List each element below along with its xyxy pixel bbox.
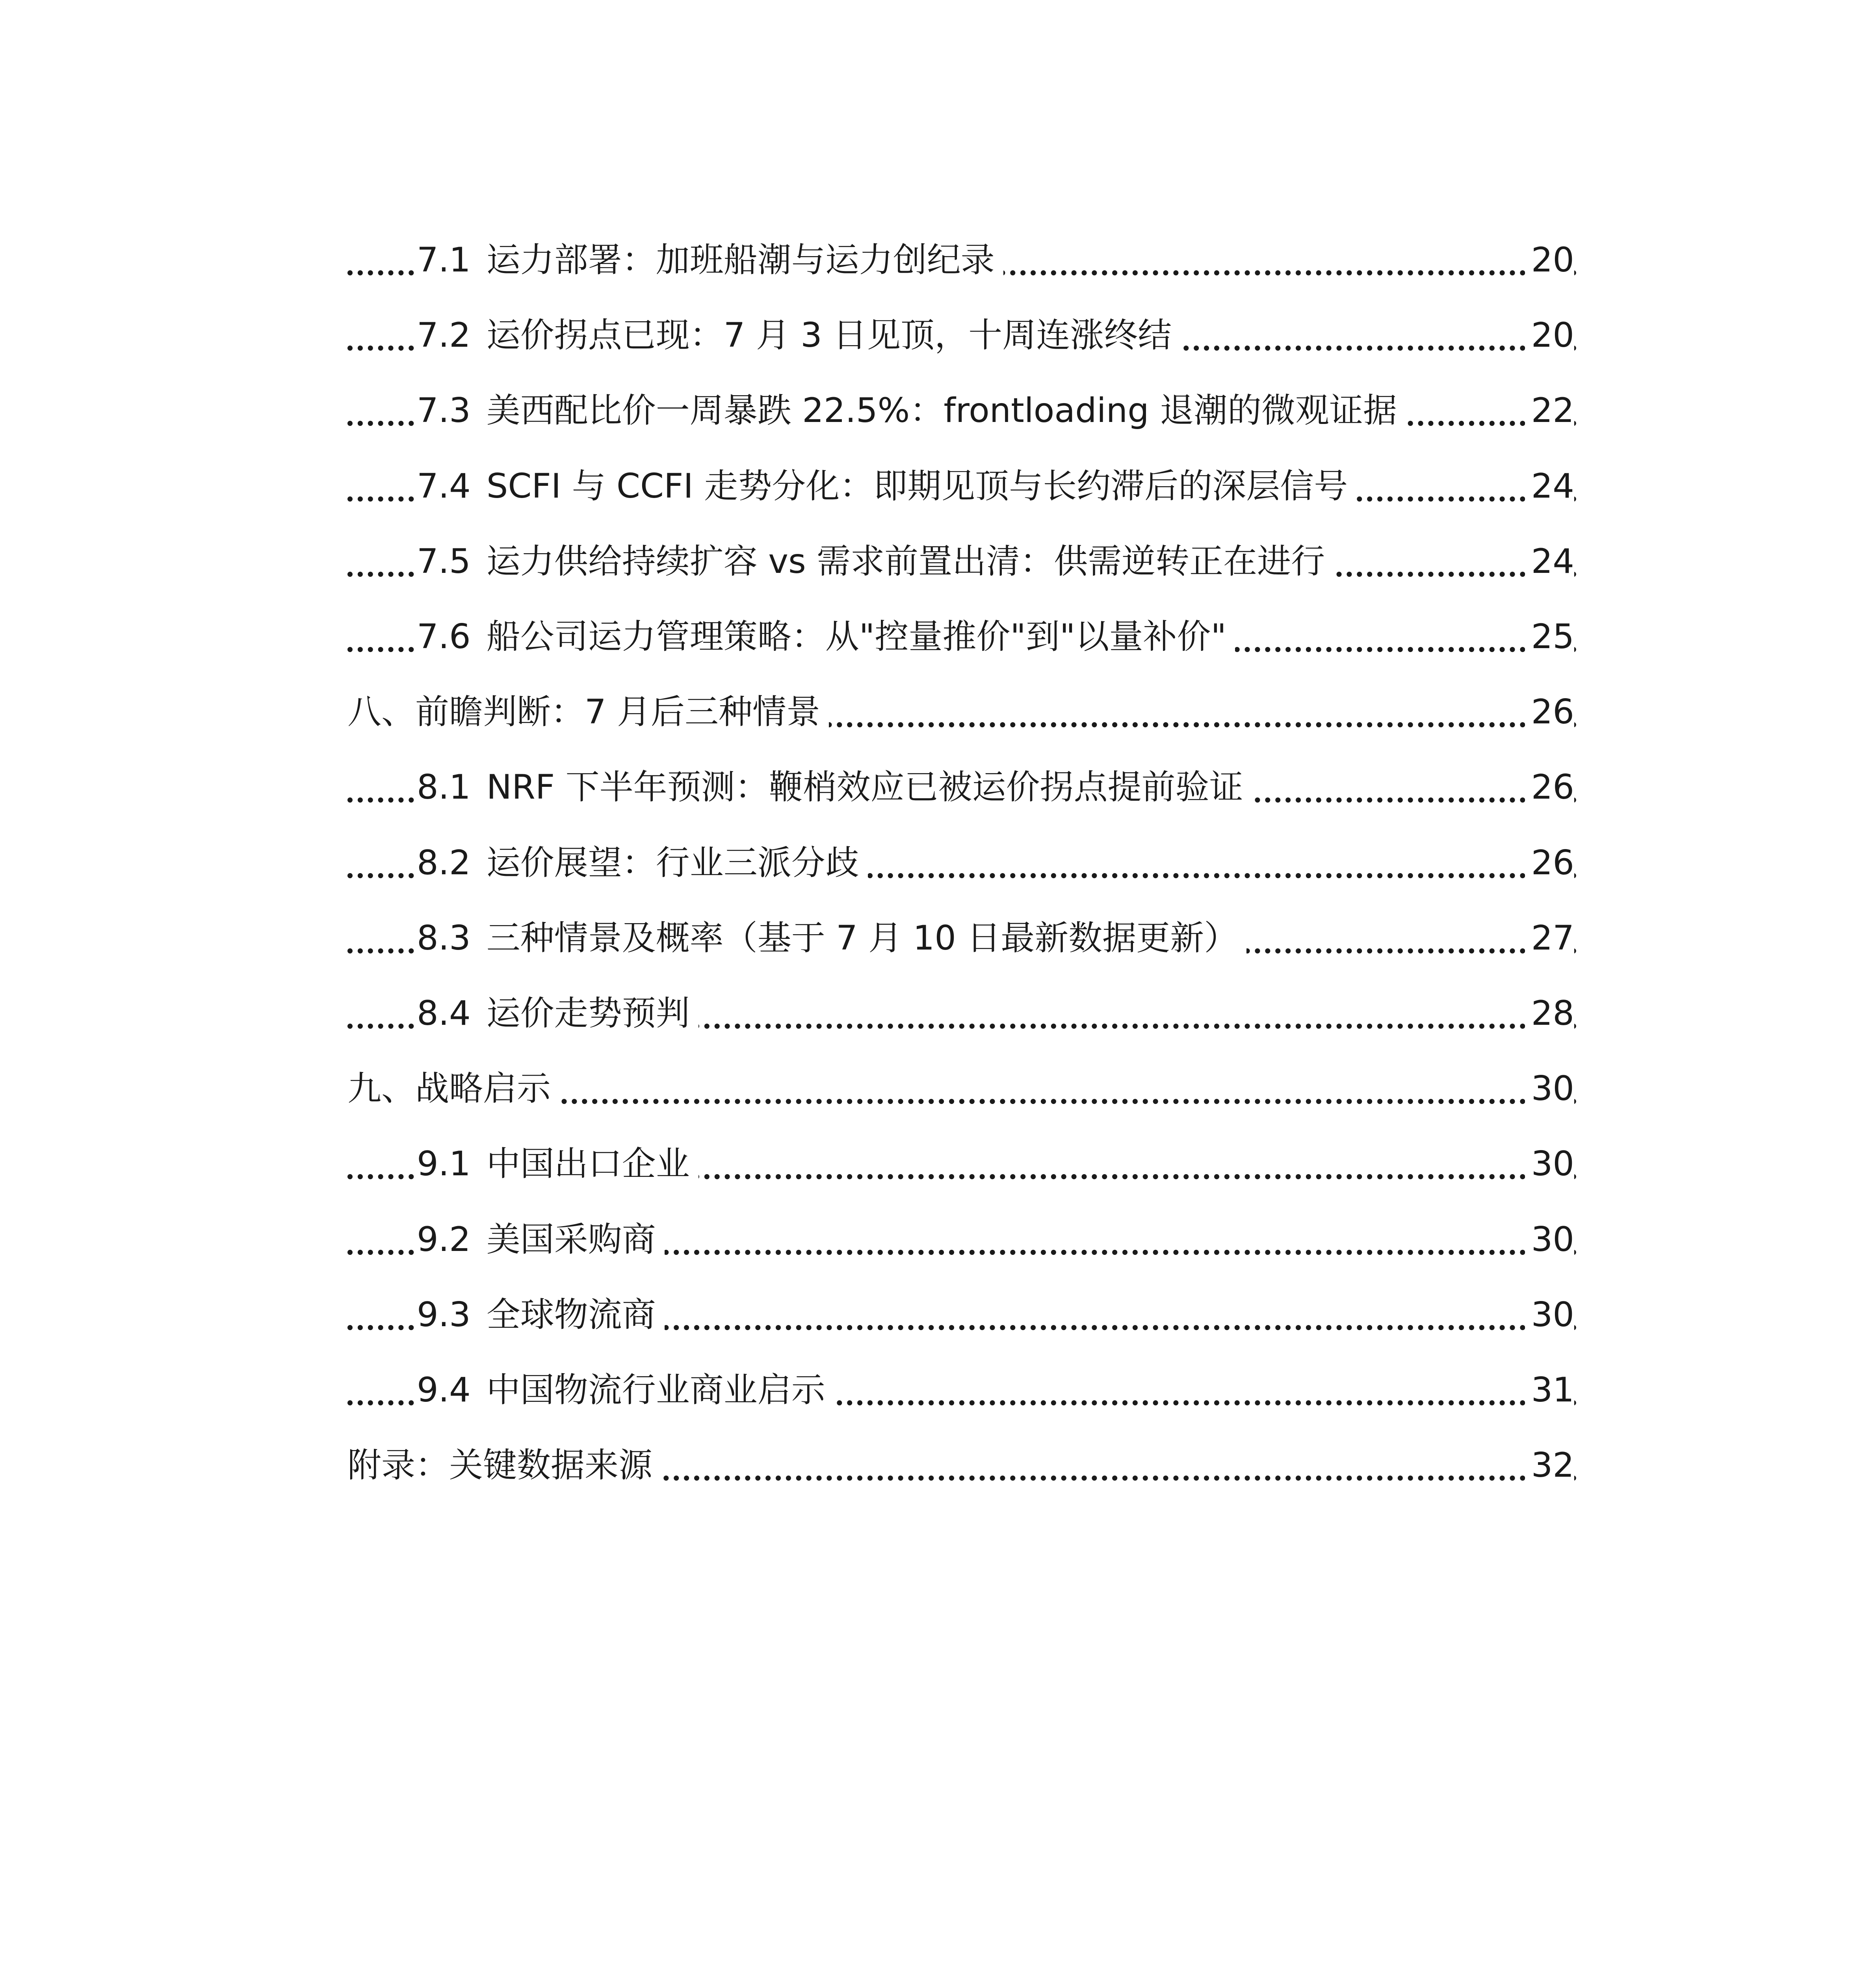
- toc-entry-label: [347, 1442, 661, 1489]
- toc-page-number: 22: [1525, 387, 1574, 434]
- toc-section-number: 9.2: [417, 1219, 471, 1259]
- toc-section-number: 8.4: [417, 994, 471, 1033]
- toc-entry-label: [417, 1366, 834, 1414]
- toc-entry[interactable]: [0, 463, 1876, 510]
- toc-section-number: 8.1: [417, 768, 471, 807]
- toc-entry-label: [417, 990, 698, 1037]
- toc-entry-label: [347, 688, 829, 736]
- toc-entry[interactable]: [0, 1216, 1876, 1263]
- toc-page-number: 20: [1525, 312, 1574, 359]
- toc-section-number: 7.4: [417, 466, 471, 506]
- toc-entry[interactable]: [0, 1140, 1876, 1188]
- toc-entry-label: [347, 1065, 559, 1112]
- toc-section-title: 中国出口企业: [486, 1144, 690, 1184]
- toc-page-number: 25: [1525, 613, 1574, 660]
- toc-entry-label: [417, 387, 1406, 434]
- toc-section-number: 9.4: [417, 1370, 471, 1410]
- toc-entry-label: [417, 312, 1180, 359]
- toc-section-title: 船公司运力管理策略：从"控量推价"到"以量补价": [486, 617, 1227, 656]
- toc-section-title: SCFI 与 CCFI 走势分化：即期见顶与长约滞后的深层信号: [486, 466, 1348, 506]
- toc-entry-label: [417, 236, 1003, 284]
- toc-page-number: 24: [1525, 538, 1574, 585]
- toc-entry-label: [417, 764, 1252, 811]
- toc-entry-label: [417, 463, 1356, 510]
- toc-entry-label: [417, 839, 868, 886]
- toc-section-number: 7.5: [417, 541, 471, 581]
- toc-section-title: 全球物流商: [486, 1295, 656, 1334]
- toc-section-title: 附录：关键数据来源: [347, 1446, 652, 1485]
- toc-page-number: 27: [1525, 914, 1574, 962]
- toc-entry[interactable]: [0, 1291, 1876, 1338]
- toc-section-number: 9.1: [417, 1144, 471, 1184]
- toc-entry[interactable]: [0, 1065, 1876, 1112]
- toc-page-number: 28: [1525, 990, 1574, 1037]
- toc-section-title: 运价展望：行业三派分歧: [486, 843, 859, 883]
- toc-section-title: 运力部署：加班船潮与运力创纪录: [486, 240, 995, 280]
- toc-entry[interactable]: [0, 613, 1876, 660]
- toc-entry[interactable]: [0, 839, 1876, 886]
- toc-entry-label: [417, 538, 1334, 585]
- toc-section-title: 美国采购商: [486, 1219, 656, 1259]
- toc-section-title: 八、前瞻判断：7 月后三种情景: [347, 692, 821, 732]
- toc-section-title: 美西配比价一周暴跌 22.5%：frontloading 退潮的微观证据: [486, 391, 1397, 431]
- toc-entry-label: [417, 613, 1235, 660]
- toc-section-number: 9.3: [417, 1295, 471, 1334]
- toc-section-title: 中国物流行业商业启示: [486, 1370, 825, 1410]
- toc-section-title: 三种情景及概率（基于 7 月 10 日最新数据更新）: [486, 918, 1238, 958]
- toc-section-title: 运价拐点已现：7 月 3 日见顶，十周连涨终结: [486, 316, 1172, 355]
- toc-entry-label: [417, 914, 1246, 962]
- toc-page-number: 20: [1525, 236, 1574, 284]
- toc-entry[interactable]: [0, 538, 1876, 585]
- toc-entry-label: [417, 1140, 698, 1188]
- toc-section-title: 九、战略启示: [347, 1069, 551, 1109]
- toc-page-number: 30: [1525, 1065, 1574, 1112]
- toc-entry[interactable]: [0, 688, 1876, 736]
- toc-entry-label: [417, 1216, 665, 1263]
- toc-entry[interactable]: [0, 387, 1876, 434]
- toc-page-number: 30: [1525, 1291, 1574, 1338]
- toc-page-number: 26: [1525, 839, 1574, 886]
- toc-section-number: 8.2: [417, 843, 471, 883]
- toc-page-number: 32: [1525, 1442, 1574, 1489]
- toc-page-number: 30: [1525, 1216, 1574, 1263]
- toc-section-number: 7.3: [417, 391, 471, 431]
- toc-section-title: 运价走势预判: [486, 994, 690, 1033]
- toc-entry-label: [417, 1291, 665, 1338]
- toc-page-number: 24: [1525, 463, 1574, 510]
- toc-section-number: 7.1: [417, 240, 471, 280]
- toc-entry[interactable]: [0, 236, 1876, 284]
- toc-page-number: 31: [1525, 1366, 1574, 1414]
- toc-entry[interactable]: [0, 764, 1876, 811]
- toc-section-title: NRF 下半年预测：鞭梢效应已被运价拐点提前验证: [486, 768, 1243, 807]
- toc-section-number: 7.6: [417, 617, 471, 656]
- toc-entry[interactable]: [0, 312, 1876, 359]
- toc-entry[interactable]: [0, 914, 1876, 962]
- toc-entry[interactable]: [0, 990, 1876, 1037]
- toc-section-title: 运力供给持续扩容 vs 需求前置出清：供需逆转正在进行: [486, 541, 1325, 581]
- toc-entry[interactable]: [0, 1366, 1876, 1414]
- toc-entry[interactable]: [0, 1442, 1876, 1489]
- toc-page-number: 26: [1525, 688, 1574, 736]
- toc-section-number: 7.2: [417, 316, 471, 355]
- toc-page-number: 30: [1525, 1140, 1574, 1188]
- toc-page-number: 26: [1525, 764, 1574, 811]
- toc-section-number: 8.3: [417, 918, 471, 958]
